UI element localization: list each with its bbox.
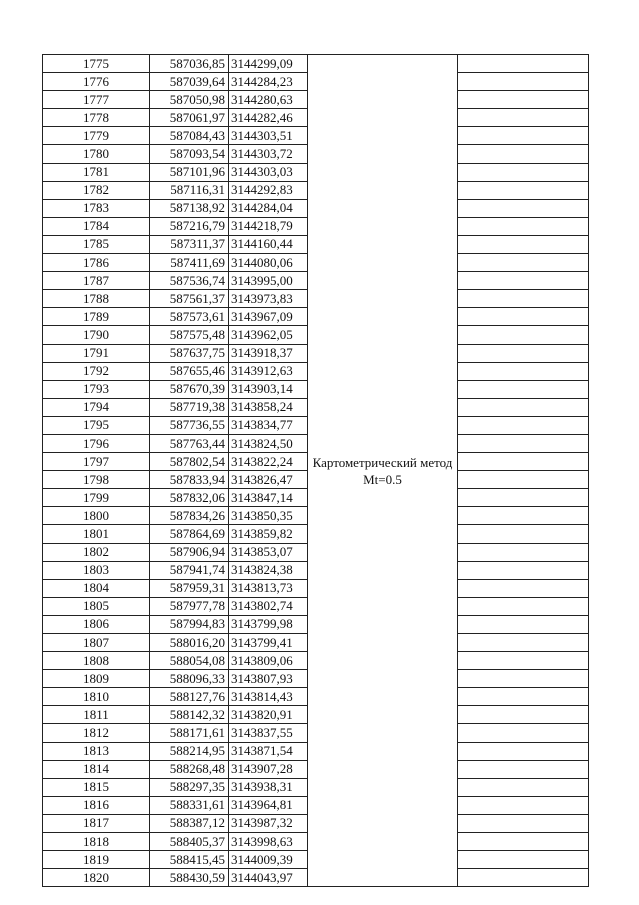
y-coordinate-cell: 3143813,73 (229, 579, 308, 597)
x-coordinate-cell: 587050,98 (150, 91, 229, 109)
coordinates-table (42, 54, 589, 887)
point-number-cell: 1809 (43, 670, 150, 688)
x-coordinate-cell: 587670,39 (150, 380, 229, 398)
y-coordinate-cell: 3144284,04 (229, 199, 308, 217)
empty-cell (458, 489, 589, 507)
empty-cell (458, 615, 589, 633)
empty-cell (458, 652, 589, 670)
y-coordinate-cell: 3144303,72 (229, 145, 308, 163)
method-cell: Картометрический метод Mt=0.5 (308, 55, 458, 887)
x-coordinate-cell: 587093,54 (150, 145, 229, 163)
point-number-cell: 1783 (43, 199, 150, 217)
point-number-cell: 1816 (43, 796, 150, 814)
x-coordinate-cell: 588214,95 (150, 742, 229, 760)
point-number-cell: 1779 (43, 127, 150, 145)
point-number-cell: 1807 (43, 634, 150, 652)
empty-cell (458, 706, 589, 724)
empty-cell (458, 109, 589, 127)
point-number-cell: 1798 (43, 471, 150, 489)
x-coordinate-cell: 588016,20 (150, 634, 229, 652)
x-coordinate-cell: 587833,94 (150, 471, 229, 489)
point-number-cell: 1800 (43, 507, 150, 525)
empty-cell (458, 525, 589, 543)
x-coordinate-cell: 587138,92 (150, 199, 229, 217)
empty-cell (458, 145, 589, 163)
y-coordinate-cell: 3143799,98 (229, 615, 308, 633)
point-number-cell: 1801 (43, 525, 150, 543)
point-number-cell: 1781 (43, 163, 150, 181)
empty-cell (458, 507, 589, 525)
empty-cell (458, 833, 589, 851)
empty-cell (458, 127, 589, 145)
empty-cell (458, 217, 589, 235)
x-coordinate-cell: 587101,96 (150, 163, 229, 181)
point-number-cell: 1786 (43, 254, 150, 272)
empty-cell (458, 73, 589, 91)
empty-cell (458, 344, 589, 362)
empty-cell (458, 634, 589, 652)
x-coordinate-cell: 588171,61 (150, 724, 229, 742)
x-coordinate-cell: 588405,37 (150, 833, 229, 851)
empty-cell (458, 380, 589, 398)
y-coordinate-cell: 3143912,63 (229, 362, 308, 380)
y-coordinate-cell: 3143824,50 (229, 434, 308, 452)
empty-cell (458, 199, 589, 217)
point-number-cell: 1777 (43, 91, 150, 109)
x-coordinate-cell: 588268,48 (150, 760, 229, 778)
empty-cell (458, 724, 589, 742)
y-coordinate-cell: 3143807,93 (229, 670, 308, 688)
y-coordinate-cell: 3144299,09 (229, 55, 308, 73)
x-coordinate-cell: 587941,74 (150, 561, 229, 579)
point-number-cell: 1775 (43, 55, 150, 73)
point-number-cell: 1796 (43, 434, 150, 452)
empty-cell (458, 742, 589, 760)
empty-cell (458, 272, 589, 290)
y-coordinate-cell: 3143907,28 (229, 760, 308, 778)
x-coordinate-cell: 587637,75 (150, 344, 229, 362)
y-coordinate-cell: 3144284,23 (229, 73, 308, 91)
y-coordinate-cell: 3143967,09 (229, 308, 308, 326)
point-number-cell: 1817 (43, 814, 150, 832)
table-row (43, 55, 589, 73)
x-coordinate-cell: 587834,26 (150, 507, 229, 525)
x-coordinate-cell: 587036,85 (150, 55, 229, 73)
empty-cell (458, 561, 589, 579)
y-coordinate-cell: 3144303,51 (229, 127, 308, 145)
y-coordinate-cell: 3143987,32 (229, 814, 308, 832)
empty-cell (458, 869, 589, 887)
y-coordinate-cell: 3144303,03 (229, 163, 308, 181)
y-coordinate-cell: 3144080,06 (229, 254, 308, 272)
point-number-cell: 1788 (43, 290, 150, 308)
x-coordinate-cell: 588387,12 (150, 814, 229, 832)
y-coordinate-cell: 3143918,37 (229, 344, 308, 362)
point-number-cell: 1776 (43, 73, 150, 91)
x-coordinate-cell: 587655,46 (150, 362, 229, 380)
point-number-cell: 1808 (43, 652, 150, 670)
point-number-cell: 1812 (43, 724, 150, 742)
point-number-cell: 1814 (43, 760, 150, 778)
x-coordinate-cell: 588415,45 (150, 851, 229, 869)
point-number-cell: 1789 (43, 308, 150, 326)
point-number-cell: 1784 (43, 217, 150, 235)
y-coordinate-cell: 3143847,14 (229, 489, 308, 507)
y-coordinate-cell: 3143799,41 (229, 634, 308, 652)
y-coordinate-cell: 3143964,81 (229, 796, 308, 814)
empty-cell (458, 235, 589, 253)
y-coordinate-cell: 3143858,24 (229, 398, 308, 416)
empty-cell (458, 760, 589, 778)
point-number-cell: 1795 (43, 416, 150, 434)
point-number-cell: 1793 (43, 380, 150, 398)
point-number-cell: 1802 (43, 543, 150, 561)
x-coordinate-cell: 588297,35 (150, 778, 229, 796)
y-coordinate-cell: 3143995,00 (229, 272, 308, 290)
empty-cell (458, 778, 589, 796)
y-coordinate-cell: 3143850,35 (229, 507, 308, 525)
empty-cell (458, 688, 589, 706)
x-coordinate-cell: 587573,61 (150, 308, 229, 326)
empty-cell (458, 814, 589, 832)
empty-cell (458, 796, 589, 814)
point-number-cell: 1797 (43, 453, 150, 471)
x-coordinate-cell: 587736,55 (150, 416, 229, 434)
x-coordinate-cell: 587977,78 (150, 597, 229, 615)
point-number-cell: 1790 (43, 326, 150, 344)
x-coordinate-cell: 587411,69 (150, 254, 229, 272)
empty-cell (458, 398, 589, 416)
y-coordinate-cell: 3143973,83 (229, 290, 308, 308)
empty-cell (458, 362, 589, 380)
x-coordinate-cell: 587763,44 (150, 434, 229, 452)
empty-cell (458, 597, 589, 615)
empty-cell (458, 254, 589, 272)
y-coordinate-cell: 3143834,77 (229, 416, 308, 434)
x-coordinate-cell: 587039,64 (150, 73, 229, 91)
point-number-cell: 1794 (43, 398, 150, 416)
empty-cell (458, 308, 589, 326)
y-coordinate-cell: 3143903,14 (229, 380, 308, 398)
empty-cell (458, 434, 589, 452)
y-coordinate-cell: 3144292,83 (229, 181, 308, 199)
point-number-cell: 1791 (43, 344, 150, 362)
y-coordinate-cell: 3143938,31 (229, 778, 308, 796)
x-coordinate-cell: 587719,38 (150, 398, 229, 416)
y-coordinate-cell: 3144280,63 (229, 91, 308, 109)
y-coordinate-cell: 3144009,39 (229, 851, 308, 869)
point-number-cell: 1787 (43, 272, 150, 290)
point-number-cell: 1818 (43, 833, 150, 851)
y-coordinate-cell: 3144218,79 (229, 217, 308, 235)
y-coordinate-cell: 3143859,82 (229, 525, 308, 543)
y-coordinate-cell: 3143809,06 (229, 652, 308, 670)
point-number-cell: 1780 (43, 145, 150, 163)
empty-cell (458, 91, 589, 109)
x-coordinate-cell: 587864,69 (150, 525, 229, 543)
point-number-cell: 1813 (43, 742, 150, 760)
empty-cell (458, 55, 589, 73)
point-number-cell: 1805 (43, 597, 150, 615)
y-coordinate-cell: 3144160,44 (229, 235, 308, 253)
coordinates-table-body (43, 55, 589, 887)
empty-cell (458, 290, 589, 308)
y-coordinate-cell: 3143824,38 (229, 561, 308, 579)
x-coordinate-cell: 588430,59 (150, 869, 229, 887)
point-number-cell: 1815 (43, 778, 150, 796)
x-coordinate-cell: 587561,37 (150, 290, 229, 308)
empty-cell (458, 471, 589, 489)
empty-cell (458, 579, 589, 597)
x-coordinate-cell: 587116,31 (150, 181, 229, 199)
x-coordinate-cell: 587994,83 (150, 615, 229, 633)
y-coordinate-cell: 3144282,46 (229, 109, 308, 127)
x-coordinate-cell: 587906,94 (150, 543, 229, 561)
y-coordinate-cell: 3143871,54 (229, 742, 308, 760)
point-number-cell: 1778 (43, 109, 150, 127)
x-coordinate-cell: 588127,76 (150, 688, 229, 706)
x-coordinate-cell: 587311,37 (150, 235, 229, 253)
x-coordinate-cell: 587084,43 (150, 127, 229, 145)
empty-cell (458, 670, 589, 688)
x-coordinate-cell: 588331,61 (150, 796, 229, 814)
empty-cell (458, 416, 589, 434)
point-number-cell: 1810 (43, 688, 150, 706)
x-coordinate-cell: 587959,31 (150, 579, 229, 597)
empty-cell (458, 163, 589, 181)
empty-cell (458, 453, 589, 471)
x-coordinate-cell: 588142,32 (150, 706, 229, 724)
x-coordinate-cell: 587216,79 (150, 217, 229, 235)
x-coordinate-cell: 587802,54 (150, 453, 229, 471)
point-number-cell: 1819 (43, 851, 150, 869)
y-coordinate-cell: 3143853,07 (229, 543, 308, 561)
y-coordinate-cell: 3143837,55 (229, 724, 308, 742)
x-coordinate-cell: 587061,97 (150, 109, 229, 127)
y-coordinate-cell: 3143822,24 (229, 453, 308, 471)
x-coordinate-cell: 587575,48 (150, 326, 229, 344)
empty-cell (458, 543, 589, 561)
empty-cell (458, 181, 589, 199)
point-number-cell: 1785 (43, 235, 150, 253)
point-number-cell: 1811 (43, 706, 150, 724)
y-coordinate-cell: 3143998,63 (229, 833, 308, 851)
x-coordinate-cell: 588054,08 (150, 652, 229, 670)
y-coordinate-cell: 3143962,05 (229, 326, 308, 344)
x-coordinate-cell: 587536,74 (150, 272, 229, 290)
y-coordinate-cell: 3143820,91 (229, 706, 308, 724)
x-coordinate-cell: 588096,33 (150, 670, 229, 688)
point-number-cell: 1803 (43, 561, 150, 579)
empty-cell (458, 326, 589, 344)
empty-cell (458, 851, 589, 869)
point-number-cell: 1792 (43, 362, 150, 380)
point-number-cell: 1782 (43, 181, 150, 199)
point-number-cell: 1799 (43, 489, 150, 507)
y-coordinate-cell: 3143802,74 (229, 597, 308, 615)
x-coordinate-cell: 587832,06 (150, 489, 229, 507)
y-coordinate-cell: 3143814,43 (229, 688, 308, 706)
point-number-cell: 1806 (43, 615, 150, 633)
point-number-cell: 1820 (43, 869, 150, 887)
point-number-cell: 1804 (43, 579, 150, 597)
y-coordinate-cell: 3143826,47 (229, 471, 308, 489)
y-coordinate-cell: 3144043,97 (229, 869, 308, 887)
